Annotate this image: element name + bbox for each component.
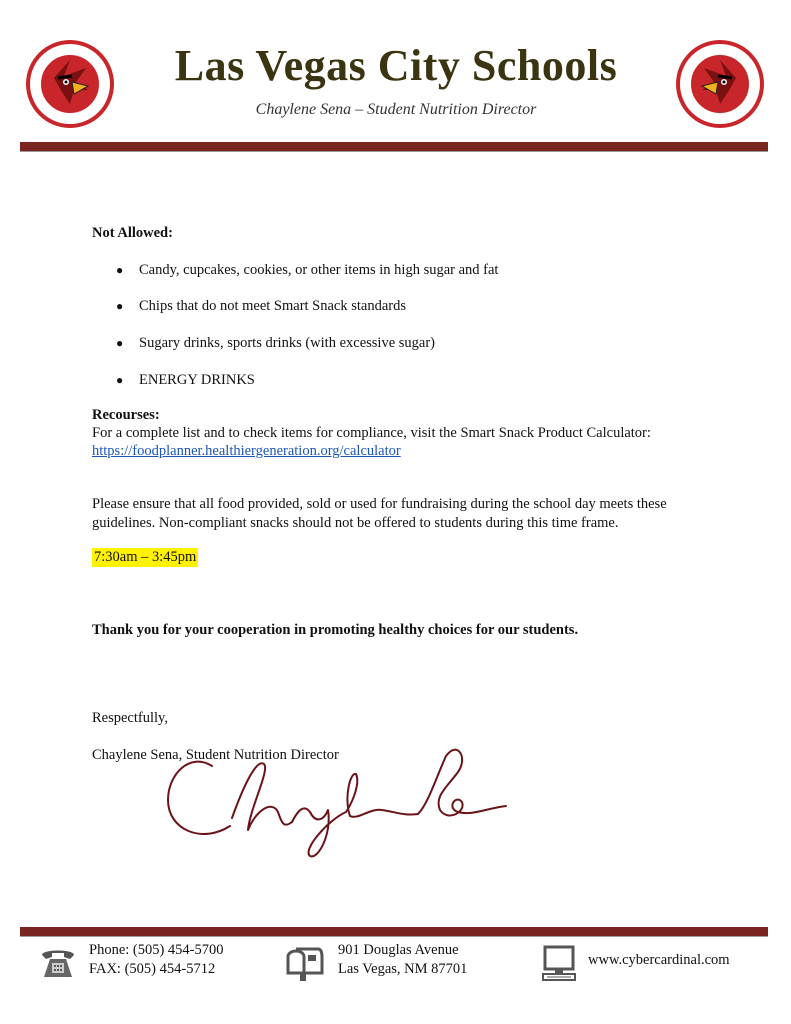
phone-number: Phone: (505) 454-5700 [89, 942, 224, 958]
bullet-icon: ● [116, 263, 124, 277]
smart-snack-calculator-link[interactable]: https://foodplanner.healthiergeneration.org/calculator [92, 443, 401, 459]
header-divider [20, 142, 768, 151]
bullet-icon: ● [116, 373, 124, 387]
not-allowed-heading: Not Allowed: [92, 225, 173, 241]
school-name: Las Vegas City Schools [174, 41, 618, 90]
school-hours-highlight: 7:30am – 3:45pm [94, 549, 197, 565]
school-seal-logo [24, 38, 116, 130]
recourses-heading: Recourses: [92, 407, 160, 423]
list-item: Chips that do not meet Smart Snack standards [139, 298, 407, 314]
bullet-icon: ● [116, 299, 124, 313]
handwritten-signature [160, 738, 510, 868]
recourses-description: For a complete list and to check items for compliance, visit the Smart Snack Product Calculator: [92, 425, 651, 441]
list-item: Sugary drinks, sports drinks (with excessive sugar) [139, 335, 435, 351]
director-subtitle: Chaylene Sena – Student Nutrition Director [255, 101, 537, 118]
list-item: Candy, cupcakes, cookies, or other items in high sugar and fat [139, 262, 499, 278]
address-line-2: Las Vegas, NM 87701 [338, 961, 468, 977]
website-link[interactable]: www.cybercardinal.com [588, 952, 730, 968]
fax-number: FAX: (505) 454-5712 [89, 961, 216, 977]
computer-icon [539, 943, 579, 983]
bullet-icon: ● [116, 336, 124, 350]
address-line-1: 901 Douglas Avenue [338, 942, 459, 958]
footer-phone-fax [89, 941, 224, 979]
signer-name: Chaylene Sena, Student Nutrition Director [92, 747, 339, 763]
footer-divider [20, 927, 768, 936]
list-item: ENERGY DRINKS [139, 372, 255, 388]
telephone-icon [38, 943, 78, 983]
mailbox-icon [284, 943, 324, 983]
school-seal-logo [674, 38, 766, 130]
closing-salutation: Respectfully, [92, 710, 168, 726]
footer-address [338, 941, 467, 979]
compliance-paragraph: Please ensure that all food provided, sold or used for fundraising during the school day meets these guidelines. Non-compliant snacks should not be offered to students during this time frame. [92, 496, 667, 531]
thank-you-statement: Thank you for your cooperation in promoting healthy choices for our students. [92, 622, 579, 638]
